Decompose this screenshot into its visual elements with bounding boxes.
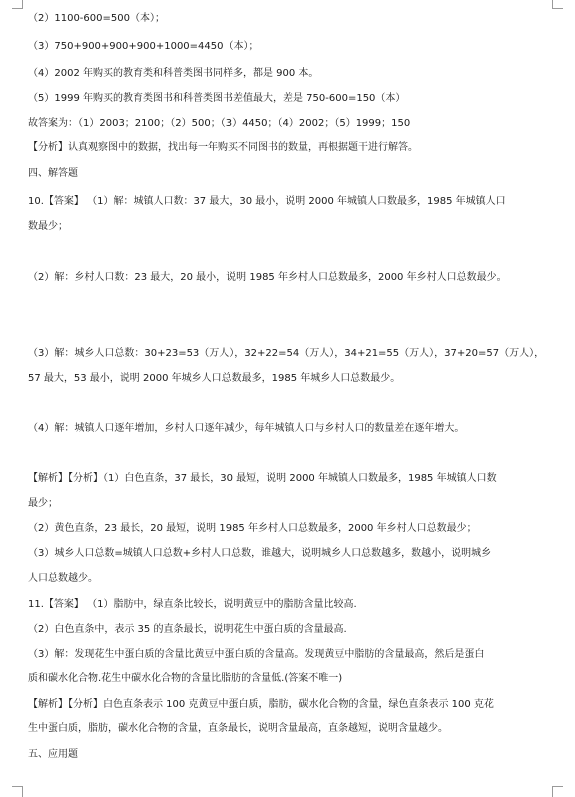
question-10-analysis: （3）城乡人口总数=城镇人口总数+乡村人口总数，谁越大，说明城乡人口总数越多，数越小，说明城乡 [28, 548, 492, 559]
question-10-part-2: （2）解：乡村人口数：23 最大，20 最小，说明 1985 年乡村人口总数最多，2000 年乡村人口总数最少。 [28, 272, 507, 283]
question-11-answer: （3）解：发现花生中蛋白质的含量比黄豆中蛋白质的含量高。发现黄豆中脂肪的含量最高，然后是蛋白 [28, 649, 485, 660]
question-10-answer: 10.【答案】 （1）解：城镇人口数：37 最大，30 最小，说明 2000 年城镇人口数最多，1985 年城镇人口 [28, 196, 506, 207]
question-10-part-3: 57 最大，53 最小，说明 2000 年城乡人口总数最多，1985 年城乡人口总数最少。 [28, 373, 401, 384]
question-11-answer: 质和碳水化合物.花生中碳水化合物的含量比脂肪的含量低.(答案不唯一) [28, 673, 343, 684]
question-11-analysis: 生中蛋白质，脂肪，碳水化合物的含量，直条最长，说明含量最高，直条越短，说明含量越少。 [28, 723, 448, 734]
section-heading: 四、解答题 [28, 168, 78, 179]
answer-line: （2）1100-600=500（本）； [28, 13, 165, 24]
page-corner-mark [12, 786, 23, 797]
question-10-part-3: （3）解：城乡人口总数：30+23=53（万人），32+22=54（万人），34+21=55（万人），37+20=57（万人）， [28, 348, 545, 359]
page-corner-mark [552, 0, 563, 9]
question-10-analysis: 人口总数越少。 [28, 573, 98, 584]
answer-line: （5）1999 年购买的教育类图书和科普类图书差值最大，差是 750-600=150（本） [28, 93, 406, 104]
question-11-answer: 11.【答案】 （1）脂肪中，绿直条比较长，说明黄豆中的脂肪含量比较高. [28, 599, 357, 610]
answer-line: （4）2002 年购买的教育类和科普类图书同样多，都是 900 本。 [28, 68, 319, 79]
question-10-analysis: 最少； [28, 498, 58, 509]
question-10-answer: 数最少； [28, 221, 68, 232]
answer-line: （3）750+900+900+900+1000=4450（本）； [28, 41, 259, 52]
question-11-answer: （2）白色直条中，表示 35 的直条最长，说明花生中蛋白质的含量最高. [28, 624, 347, 635]
question-11-analysis: 【解析】【分析】白色直条表示 100 克黄豆中蛋白质，脂肪，碳水化合物的含量，绿色直条表示 100 克花 [28, 699, 494, 710]
analysis-paragraph: 【分析】认真观察图中的数据，找出每一年购买不同图书的数量，再根据题干进行解答。 [28, 142, 418, 153]
question-10-analysis: 【解析】【分析】（1）白色直条，37 最长，30 最短，说明 2000 年城镇人口数最多，1985 年城镇人口数 [28, 473, 497, 484]
answer-summary: 故答案为：（1）2003；2100；（2）500；（3）4450；（4）2002；（5）1999；150 [28, 118, 411, 129]
section-heading: 五、应用题 [28, 749, 78, 760]
question-10-part-4: （4）解：城镇人口逐年增加，乡村人口逐年减少，每年城镇人口与乡村人口的数量差在逐年增大。 [28, 423, 465, 434]
page-corner-mark [552, 786, 563, 797]
page-corner-mark [12, 0, 23, 9]
question-10-analysis: （2）黄色直条，23 最长，20 最短，说明 1985 年乡村人口总数最多，2000 年乡村人口总数最少； [28, 523, 477, 534]
